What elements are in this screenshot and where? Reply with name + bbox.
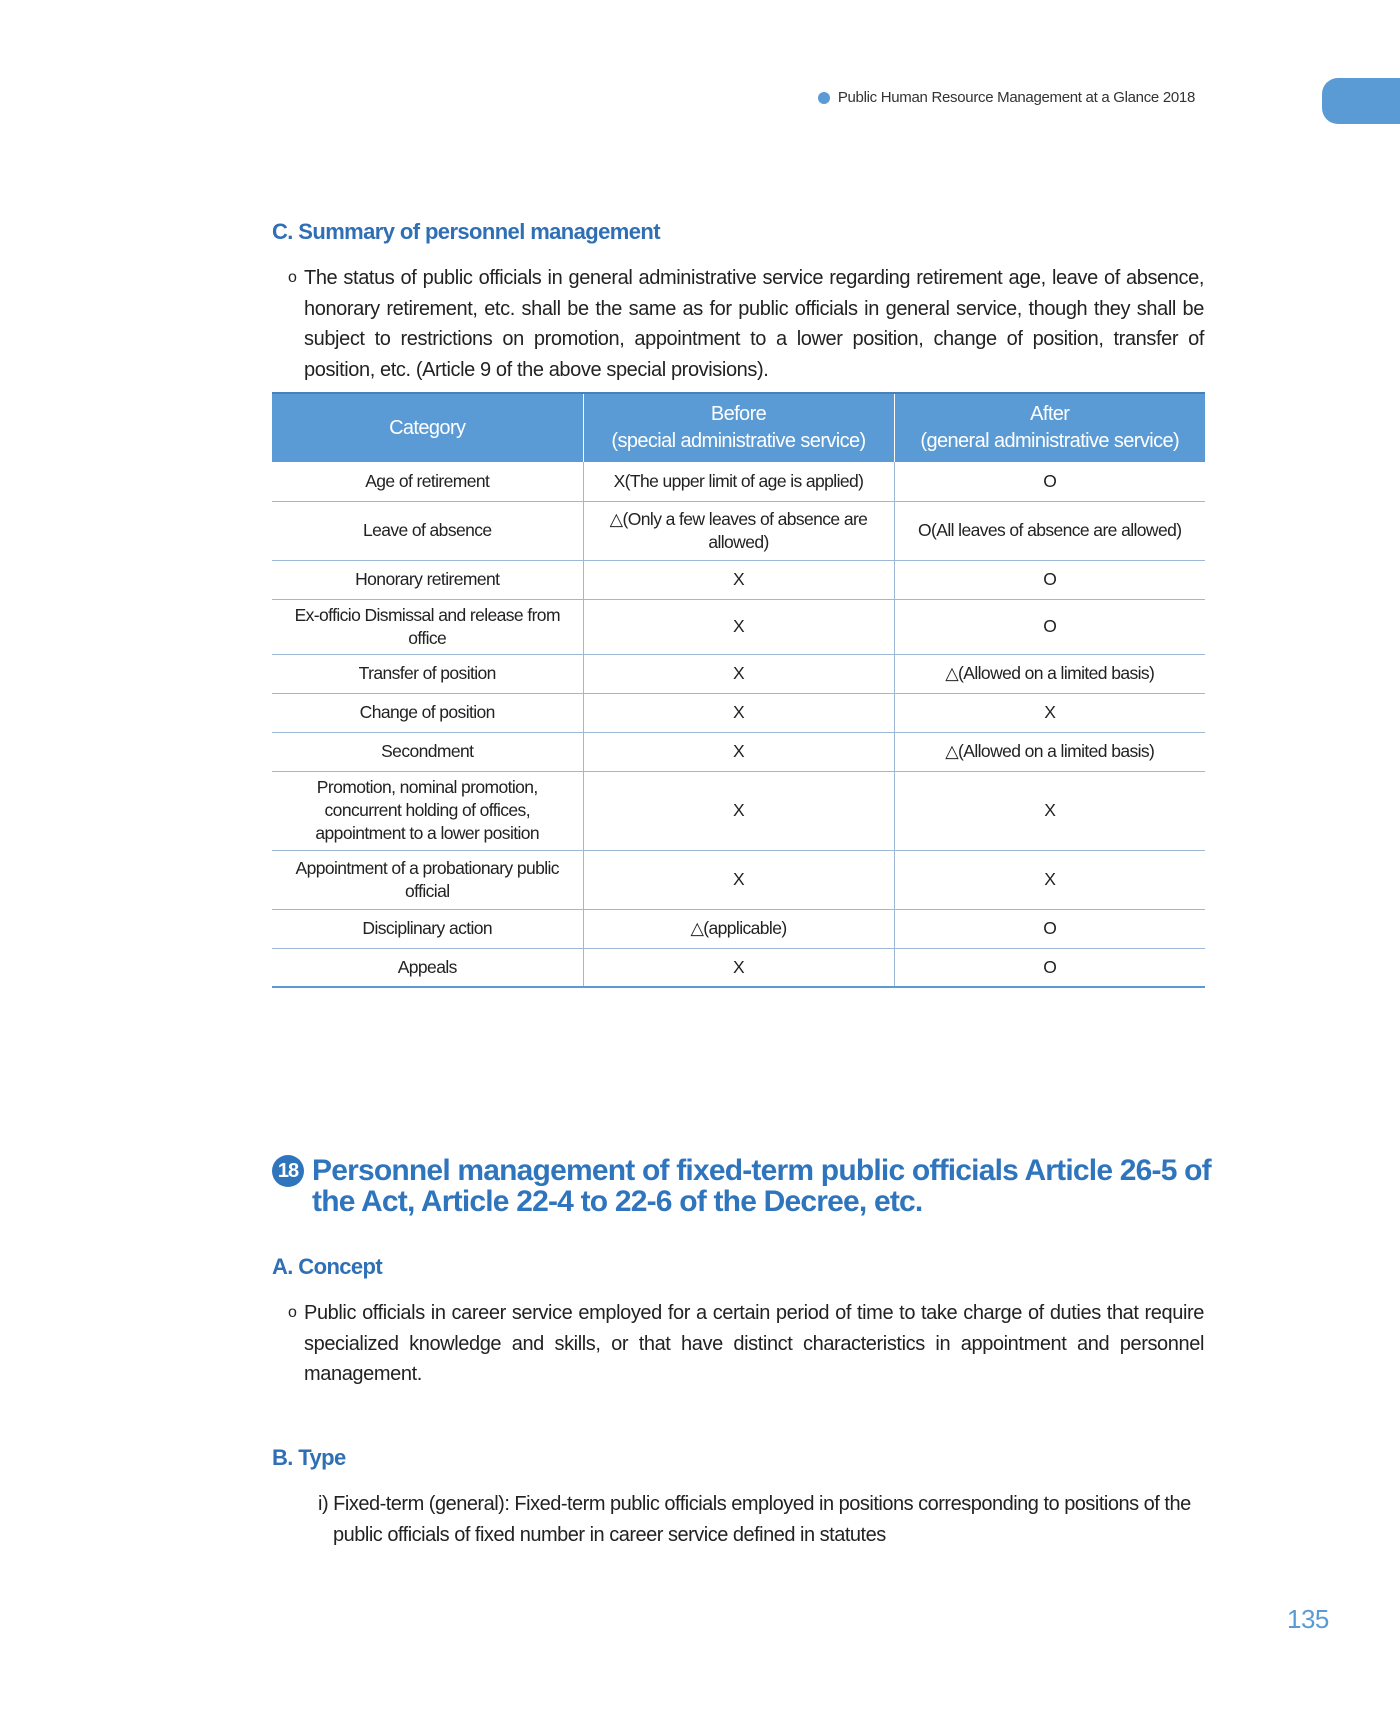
table-row (272, 560, 1205, 599)
cell-category: Appeals (272, 948, 583, 987)
cell-category: Disciplinary action (272, 909, 583, 948)
cell-category: Secondment (272, 732, 583, 771)
section-a-text: Public officials in career service employed for a certain period of time to take charge of duties that require specialized knowledge and skills, or that have distinct characteristics in appointment and personnel management. (304, 1302, 1204, 1385)
table-header-row (272, 393, 1205, 462)
type-item-1: i) Fixed-term (general): Fixed-term public officials employed in positions corresponding to positions of the public officials of fixed number in career service defined in statutes (318, 1493, 1191, 1546)
header-after-line1: After (1030, 403, 1070, 425)
header-before (583, 393, 894, 462)
section-number-badge: 18 (272, 1155, 304, 1187)
section-18-heading (272, 1155, 1212, 1217)
cell-after: △(Allowed on a limited basis) (894, 732, 1205, 771)
table-row (272, 771, 1205, 850)
cell-category: Age of retirement (272, 462, 583, 501)
cell-after: O (894, 909, 1205, 948)
header-before-line2: (special administrative service) (611, 430, 866, 452)
cell-after: O (894, 948, 1205, 987)
cell-after: X (894, 850, 1205, 909)
table-row (272, 693, 1205, 732)
section-a-paragraph (288, 1298, 1204, 1390)
bullet-icon: o (288, 269, 297, 286)
bullet-icon: o (288, 1304, 297, 1321)
cell-after: O (894, 560, 1205, 599)
cell-before: X (583, 693, 894, 732)
cell-after: X (894, 771, 1205, 850)
cell-before: X (583, 560, 894, 599)
header-before-line1: Before (710, 403, 767, 425)
section-c-text: The status of public officials in general administrative service regarding retirement age, leave of absence, honorary retirement, etc. shall be the same as for public officials in general service, though they shall be subject to restrictions on promotion, appointment to a lower position, change of position, transfer of position, etc. (Article 9 of the above special provisions). (304, 267, 1204, 381)
table-row (272, 732, 1205, 771)
personnel-summary-table (272, 392, 1205, 988)
cell-after: O (894, 462, 1205, 501)
section-a-heading: A. Concept (272, 1254, 383, 1279)
table-row (272, 462, 1205, 501)
cell-category: Ex-officio Dismissal and release from office (272, 599, 583, 654)
cell-before: X(The upper limit of age is applied) (583, 462, 894, 501)
header-category: Category (272, 393, 583, 462)
cell-after: △(Allowed on a limited basis) (894, 654, 1205, 693)
cell-before: X (583, 771, 894, 850)
section-18-title: Personnel management of fixed-term public officials Article 26-5 of the Act, Article 22-4 to 22-6 of the Decree, etc. (312, 1154, 1211, 1218)
table-row (272, 909, 1205, 948)
cell-category: Leave of absence (272, 501, 583, 560)
header-after-line2: (general administrative service) (920, 430, 1180, 452)
cell-before: X (583, 599, 894, 654)
table-row (272, 599, 1205, 654)
cell-before: △(Only a few leaves of absence are allowed) (583, 501, 894, 560)
cell-before: X (583, 948, 894, 987)
table-row (272, 654, 1205, 693)
cell-category: Transfer of position (272, 654, 583, 693)
cell-before: X (583, 654, 894, 693)
table-row (272, 850, 1205, 909)
cell-category: Honorary retirement (272, 560, 583, 599)
running-title: Public Human Resource Management at a Glance 2018 (837, 89, 1195, 106)
cell-category: Promotion, nominal promotion, concurrent holding of offices, appointment to a lower position (272, 771, 583, 850)
section-c-heading: C. Summary of personnel management (272, 219, 660, 244)
cell-after: O (894, 599, 1205, 654)
cell-category: Appointment of a probationary public official (272, 850, 583, 909)
section-c-paragraph (288, 263, 1204, 385)
section-b-heading: B. Type (272, 1445, 346, 1470)
table-row (272, 948, 1205, 987)
cell-before: X (583, 732, 894, 771)
running-header (818, 89, 1195, 106)
bullet-dot-icon (818, 92, 830, 104)
cell-after: O(All leaves of absence are allowed) (894, 501, 1205, 560)
header-after (894, 393, 1205, 462)
cell-category: Change of position (272, 693, 583, 732)
table-row (272, 501, 1205, 560)
cell-before: X (583, 850, 894, 909)
page-number: 135 (1287, 1604, 1329, 1634)
page-tab-decoration (1322, 78, 1400, 124)
cell-after: X (894, 693, 1205, 732)
cell-before: △(applicable) (583, 909, 894, 948)
